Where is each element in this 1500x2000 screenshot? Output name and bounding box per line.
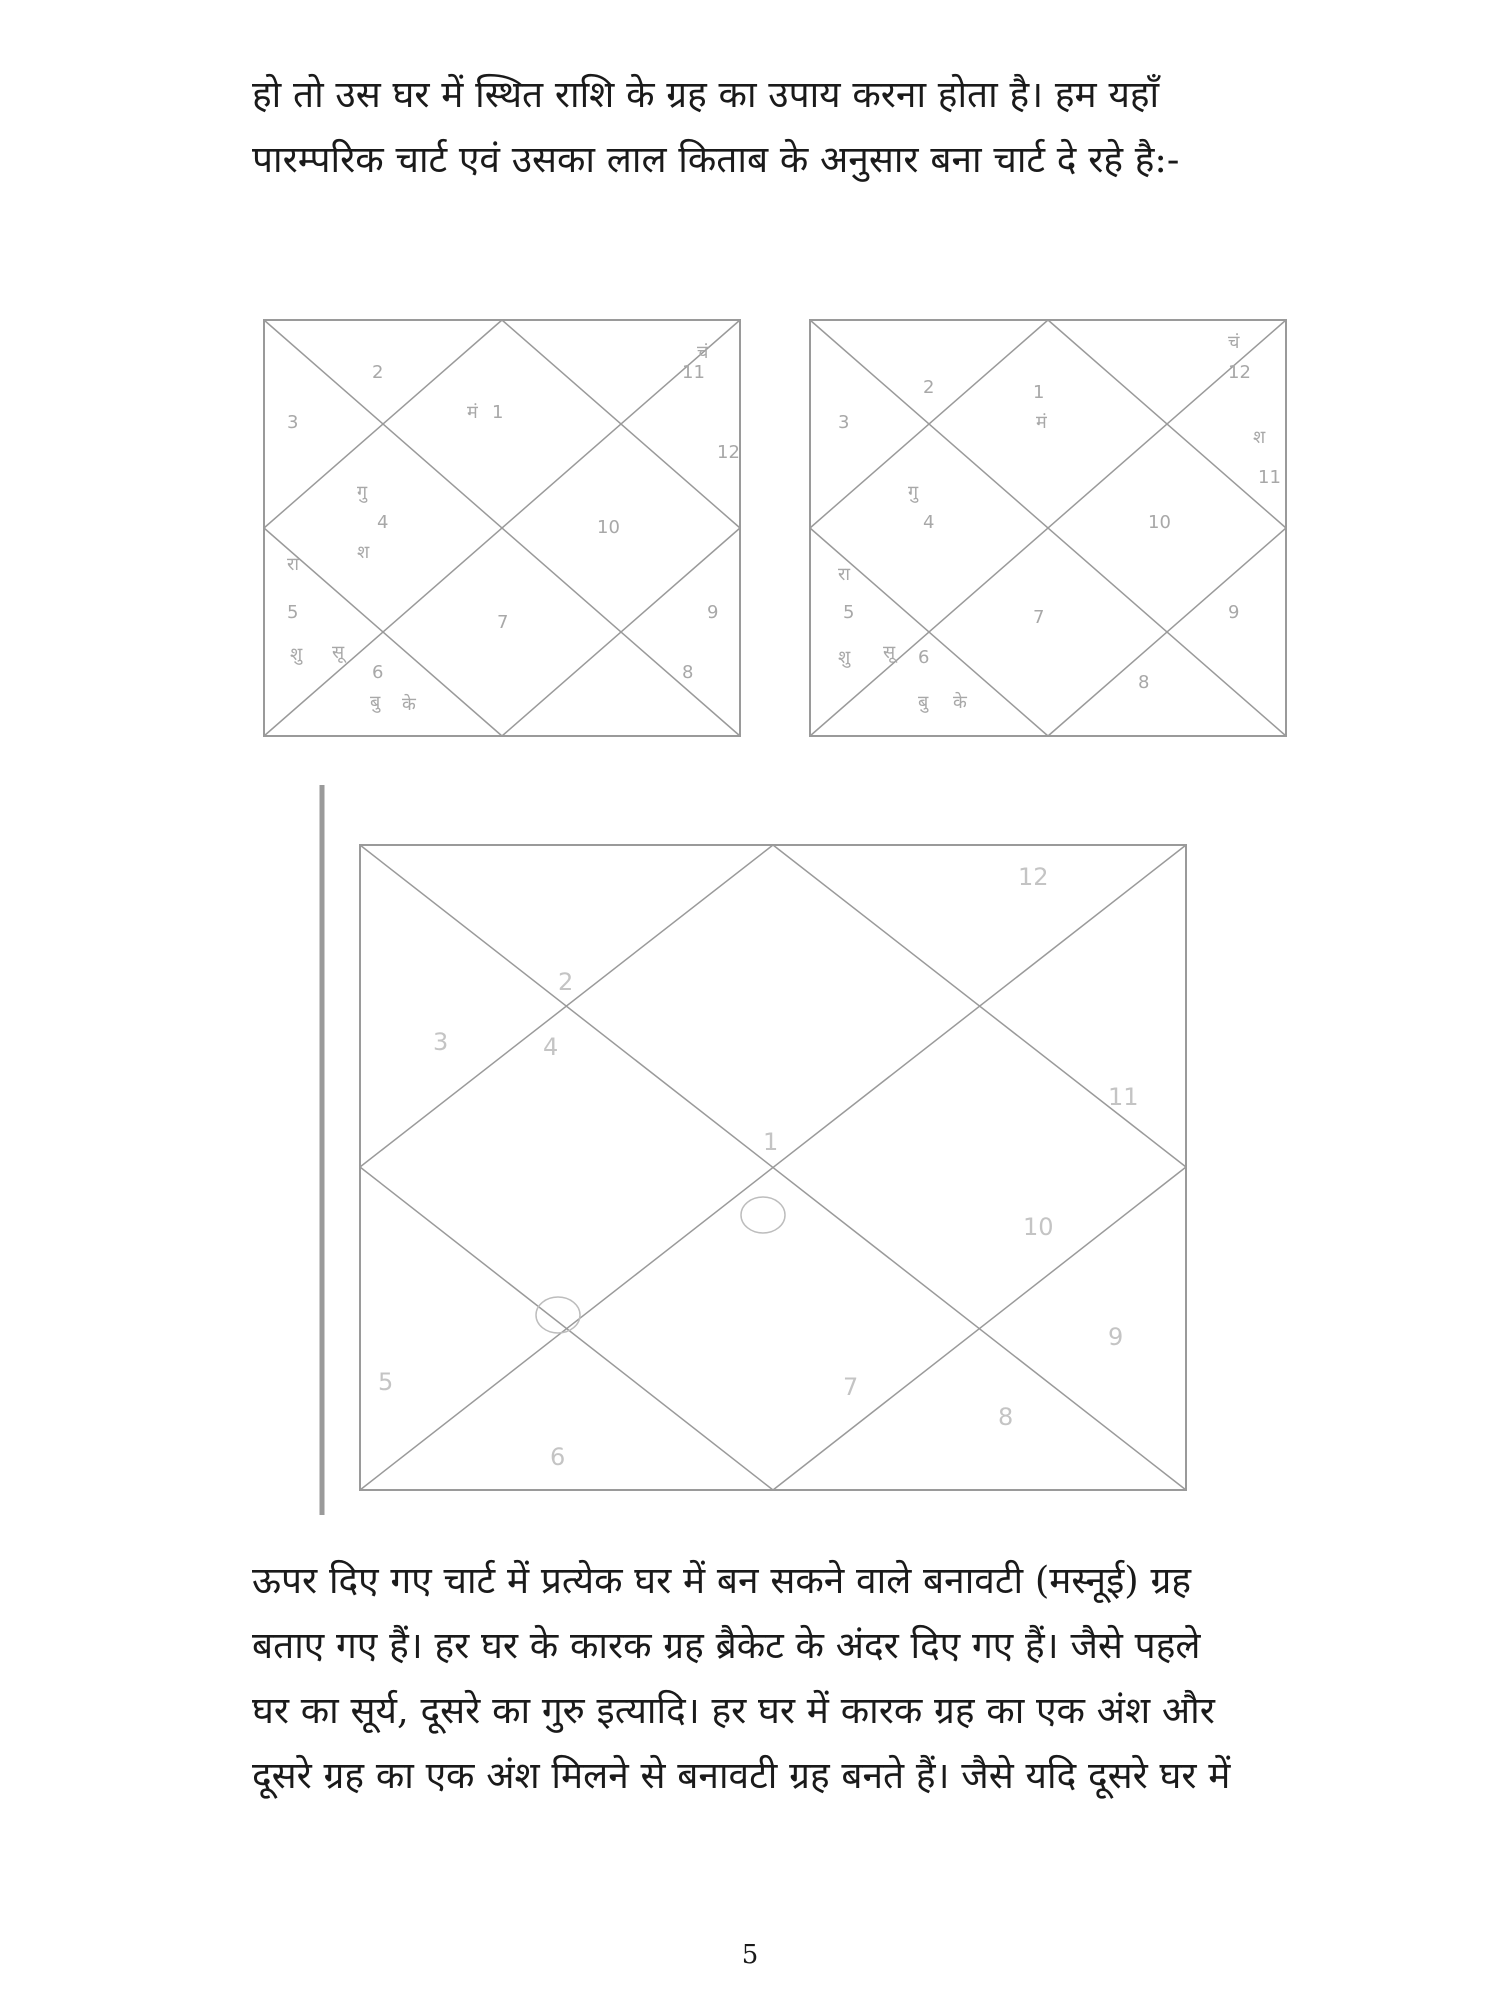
house-number: 7 bbox=[497, 612, 509, 633]
planet-label: सू bbox=[883, 642, 896, 663]
paragraph-line: घर का सूर्य, दूसरे का गुरु इत्यादि। हर घर में कारक ग्रह का एक अंश और bbox=[252, 1689, 1215, 1732]
lal-kitab-kundali-chart bbox=[808, 318, 1288, 738]
house-number: 4 bbox=[377, 512, 389, 533]
planet-label: बु bbox=[918, 692, 929, 713]
house-number: 5 bbox=[287, 602, 299, 623]
house-number: 11 bbox=[682, 362, 705, 383]
house-number: 9 bbox=[1108, 1323, 1124, 1351]
paragraph-line: बताए गए हैं। हर घर के कारक ग्रह ब्रैकेट के अंदर दिए गए हैं। जैसे पहले bbox=[252, 1624, 1201, 1667]
planet-label: सू bbox=[332, 642, 345, 663]
planet-label: शु bbox=[838, 647, 851, 668]
planet-label: के bbox=[953, 692, 967, 713]
circled-karak-planet bbox=[741, 1197, 785, 1233]
paragraph-line: ऊपर दिए गए चार्ट में प्रत्येक घर में बन सकने वाले बनावटी (मस्नूई) ग्रह bbox=[252, 1559, 1191, 1602]
planet-label: चं bbox=[1228, 332, 1240, 353]
planet-label: मं bbox=[1036, 412, 1047, 433]
house-number: 11 bbox=[1258, 467, 1281, 488]
house-number: 10 bbox=[1023, 1213, 1054, 1241]
paragraph-line: हो तो उस घर में स्थित राशि के ग्रह का उपाय करना होता है। हम यहाँ bbox=[252, 73, 1160, 116]
house-number: 5 bbox=[378, 1368, 394, 1396]
artificial-planets-chart bbox=[318, 785, 1198, 1515]
house-number: 5 bbox=[843, 602, 855, 623]
house-number: 2 bbox=[372, 362, 384, 383]
paragraph-line: पारम्परिक चार्ट एवं उसका लाल किताब के अनुसार बना चार्ट दे रहे है:- bbox=[252, 138, 1180, 181]
house-number: 7 bbox=[843, 1373, 859, 1401]
planet-label: श bbox=[357, 542, 370, 563]
house-number: 7 bbox=[1033, 607, 1045, 628]
house-number: 4 bbox=[543, 1033, 559, 1061]
planet-label: गु bbox=[908, 482, 919, 503]
house-number: 6 bbox=[550, 1443, 566, 1471]
planet-label: श bbox=[1253, 427, 1266, 448]
paragraph-line: दूसरे ग्रह का एक अंश मिलने से बनावटी ग्रह बनते हैं। जैसे यदि दूसरे घर में bbox=[252, 1754, 1231, 1797]
house-number: 12 bbox=[1018, 863, 1049, 891]
planet-label: रा bbox=[838, 564, 851, 585]
house-number: 10 bbox=[597, 517, 620, 538]
page-number: 5 bbox=[741, 1940, 759, 1970]
planet-label: बु bbox=[370, 692, 381, 713]
house-number: 3 bbox=[838, 412, 850, 433]
paragraph-bottom bbox=[252, 1548, 1282, 1808]
house-number: 2 bbox=[558, 968, 574, 996]
planet-label: चं bbox=[697, 342, 709, 363]
house-number: 12 bbox=[717, 442, 740, 463]
house-number: 2 bbox=[923, 377, 935, 398]
house-number: 8 bbox=[682, 662, 694, 683]
planet-label: के bbox=[402, 694, 416, 715]
planet-label: गु bbox=[357, 482, 368, 503]
traditional-kundali-chart bbox=[262, 318, 742, 738]
house-number: 9 bbox=[707, 602, 719, 623]
planet-label: शु bbox=[290, 644, 303, 665]
planet-label: रा bbox=[287, 554, 300, 575]
planet-label: मं bbox=[467, 402, 478, 423]
house-number: 1 bbox=[492, 402, 504, 423]
house-number: 3 bbox=[433, 1028, 449, 1056]
house-number: 6 bbox=[372, 662, 384, 683]
circled-karak-planet bbox=[536, 1297, 580, 1333]
house-number: 1 bbox=[763, 1128, 779, 1156]
house-number: 4 bbox=[923, 512, 935, 533]
house-number: 1 bbox=[1033, 382, 1045, 403]
house-number: 10 bbox=[1148, 512, 1171, 533]
paragraph-top bbox=[252, 62, 1282, 192]
house-number: 9 bbox=[1228, 602, 1240, 623]
house-number: 11 bbox=[1108, 1083, 1139, 1111]
house-number: 12 bbox=[1228, 362, 1251, 383]
house-number: 8 bbox=[1138, 672, 1150, 693]
house-number: 8 bbox=[998, 1403, 1014, 1431]
house-number: 3 bbox=[287, 412, 299, 433]
house-number: 6 bbox=[918, 647, 930, 668]
